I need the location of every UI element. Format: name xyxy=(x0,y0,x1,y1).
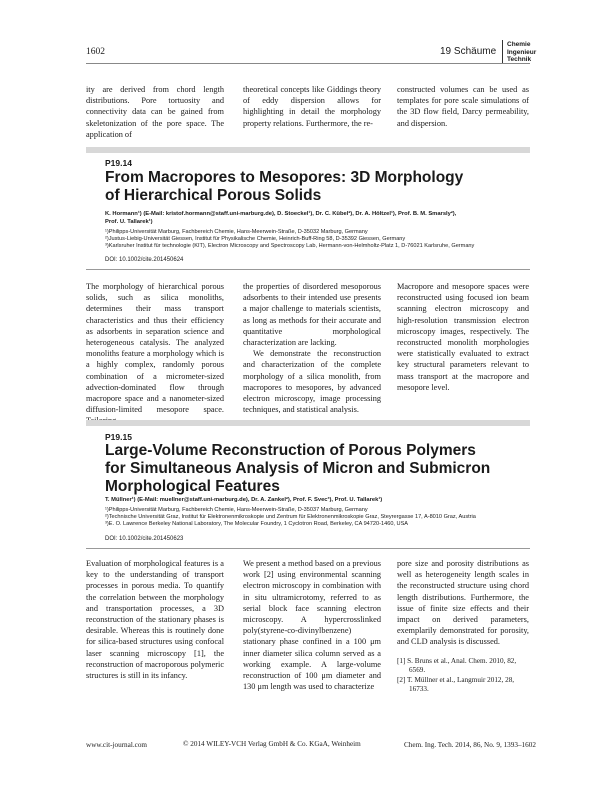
abstract-rule xyxy=(86,269,530,270)
abstract-column-2: We present a method based on a previous work [2] using environmental scanning electron microscopy in combination with in situ ultramicrotomy, referred to as serial block face scanning electron microscopy. A hypercrosslinked poly(styrene-co-divinylbenzene) stationary phase confined in a 100 μm inner diameter silica column served as a working example. A large-volume reconstruction of 100 μm diameter and 130 μm length was used to characterize xyxy=(243,559,381,692)
footer-copyright: © 2014 WILEY-VCH Verlag GmbH & Co. KGaA, Weinheim xyxy=(183,740,361,748)
continued-column-1: ity are derived from chord length distributions. Pore tortuosity and connectivity data can be gained from skeletonization of the pore space. The application of xyxy=(86,85,224,139)
journal-logo: Chemie Ingenieur Technik xyxy=(507,41,537,63)
abstract-affiliations: ¹)Philipps-Universität Marburg, Fachbereich Chemie, Hans-Meerwein-Straße, D-35032 Marburg, Germany ²)Justus-Liebig-Universität Giessen, Institut für Physikalische Chemie, Heinrich-Buff-Ring 58, D-35392 Giessen, Germany ³)Karlsruher Institut für technologie (KIT), Electron Microscopy and Spectroscopy Lab, Hermann-von-Helmholtz-Platz 1, D-76021 Karlsruhe, Germany xyxy=(105,229,475,249)
abstract-title: Large-Volume Reconstruction of Porous Polymers for Simultaneous Analysis of Micron and Submicron Morphological Features xyxy=(105,442,491,495)
abstract-doi: DOI: 10.1002/cite.201450623 xyxy=(105,536,184,542)
abstract-title: From Macropores to Mesopores: 3D Morphology of Hierarchical Porous Solids xyxy=(105,169,464,204)
abstract-authors: T. Müllner¹) (E-Mail: muellner@staff.uni-marburg.de), Dr. A. Zankel²), Prof. F. Svec³), Prof. U. Tallarek¹) xyxy=(105,497,383,503)
footer-website: www.cit-journal.com xyxy=(86,741,148,749)
abstract-column-1: The morphology of hierarchical porous solids, such as silica monoliths, determines their mass transport characteristics and thus their efficiency as adsorbents in separation science and heterogeneous catalysis. The analyzed monoliths feature a morphology which is a highly complex, randomly porous combination of a micrometer-sized advection-dominated flow through macropore space and a nanometer-sized diffusion-limited mesopore space. Tailoring xyxy=(86,282,224,426)
continued-column-3: constructed volumes can be used as templates for pore scale simulations of the 3D flow field, Darcy permeability, and dispersion. xyxy=(397,85,529,128)
continued-column-2: theoretical concepts like Giddings theory of eddy dispersion allows for highlighting in detail the morphology property relations. Furthermore, the re- xyxy=(243,85,381,128)
reference-item: [2] T. Müllner et al., Langmuir 2012, 28, 16733. xyxy=(397,675,515,694)
abstract-id: P19.14 xyxy=(105,158,132,168)
abstract-column-3: Macropore and mesopore spaces were reconstructed using focused ion beam scanning electron microscopy and high-resolution transmission electron microscopy images, respectively. The reconstructed monolith morphologies were statistically evaluated to extract key structural parameters relevant to mass transport at the macropore and mesopore level. xyxy=(397,282,529,392)
abstract-column-2: the properties of disordered mesoporous adsorbents to their intended use presents a major challenge to materials scientists, as long as methods for their accurate and quantitative morphological characterization are lacking. We demonstrate the reconstruction and characterization of the complete morphology of a silica monolith, from macropores to mesopores, by advanced electron microscopy, image processing techniques, and statistical analysis. xyxy=(243,282,381,415)
page-number: 1602 xyxy=(86,47,105,57)
abstract-column-3: pore size and porosity distributions as well as heterogeneity length scales in the reconstructed structure using chord length distributions. Furthermore, the issue of finite size effects and their impact on derived parameters, exemplarily demonstrated for porosity, and CLD analysis is discussed. [1] S. Bruns et al., Anal. Chem. 2010, 82, 6569. [2] T. Müllner et al., Langmuir 2012, 28, 16733. xyxy=(397,559,529,694)
reference-list xyxy=(397,657,529,695)
abstract-column-1: Evaluation of morphological features is a key to the understanding of transport processes in porous media. To quantify the correlation between the morphology and transportation processes, a 3D reconstruction of the stationary phases is desirable. Whereas this is routinely done for silica-based structures using confocal laser scanning microscopy [1], the reconstruction of macroporous polymeric structures is still in its infancy. xyxy=(86,559,224,681)
abstract-rule xyxy=(86,548,530,549)
abstract-affiliations: ¹)Philipps-Universität Marburg, Fachbereich Chemie, Hans-Meerwein-Straße, D-35037 Marburg, Germany ²)Technische Universität Graz, Institut für Elektronenmikroskopie und Zentrum für Elektronenmikroskopie Graz, Steyrergasse 17, A-8010 Graz, Austria ³)E. O. Lawrence Berkeley National Laboratory, The Molecular Foundry, 1 Cyclotron Road, Berkeley, CA 94720-1460, USA xyxy=(105,507,476,527)
abstract-bar xyxy=(86,147,530,153)
header-divider xyxy=(502,40,503,64)
section-heading: 19 Schäume xyxy=(440,46,497,57)
footer-citation: Chem. Ing. Tech. 2014, 86, No. 9, 1393–1602 xyxy=(404,741,536,749)
header-rule xyxy=(86,63,530,64)
abstract-id: P19.15 xyxy=(105,432,132,442)
reference-item: [1] S. Bruns et al., Anal. Chem. 2010, 82, 6569. xyxy=(397,656,517,675)
abstract-doi: DOI: 10.1002/cite.201450624 xyxy=(105,257,184,263)
abstract-bar xyxy=(86,420,530,426)
abstract-authors: K. Hormann¹) (E-Mail: kristof.hormann@staff.uni-marburg.de), D. Stoeckel¹), Dr. C. Kübel²), Dr. A. Höltzel¹), Prof. B. M. Smarsly²), Prof. U. Tallarek¹) xyxy=(105,211,457,225)
